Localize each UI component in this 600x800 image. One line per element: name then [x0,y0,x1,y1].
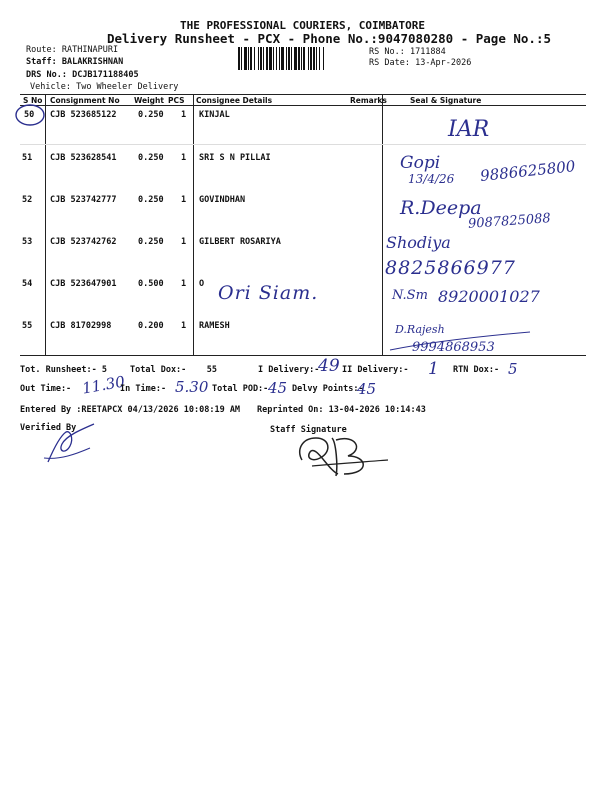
in-time-label: In Time:- [120,384,167,394]
row-consignee: RAMESH [199,321,230,331]
rs-no-value: 1711884 [409,47,446,57]
signature-row-50: IAR [448,117,490,142]
verified-by-label: Verified By [20,423,77,433]
row-sno: 54 [22,279,33,289]
drs-value: DCJB171188405 [72,70,139,80]
signature-row-53-phone: 8825866977 [385,257,516,279]
row-pcs: 1 [181,110,187,120]
reprinted-on: Reprinted On: 13-04-2026 10:14:43 [257,405,426,415]
tot-runsheet [20,365,107,375]
i-delivery-label: I Delivery:- [258,365,320,375]
staff-line [26,57,123,67]
staff-signature [292,430,392,480]
total-dox-label: Total Dox:- [130,365,187,375]
row-consignment: CJB 81702998 [50,321,112,331]
row-consignee: GOVINDHAN [199,195,246,205]
barcode-bar [279,47,280,70]
table-top-rule [20,94,586,95]
barcode-bar [260,47,262,70]
rtn-dox-label: RTN Dox:- [453,365,500,375]
barcode-bar [238,47,240,70]
barcode [238,47,366,70]
barcode-bar [291,47,292,70]
out-time-label: Out Time:- [20,384,72,394]
signature-row-51-phone: 9886625800 [479,157,577,185]
row-pcs: 1 [181,153,187,163]
rs-no-line [369,47,446,57]
vehicle-line [30,82,178,92]
row-weight: 0.250 [138,153,164,163]
col-remarks: Remarks [350,96,387,105]
verified-signature [40,418,100,468]
route-label: Route: [26,45,57,55]
staff-label: Staff: [26,57,57,67]
row-consignee: O [199,279,205,289]
rs-no-label: RS No.: [369,47,405,57]
delvy-points-handwritten: 45 [357,380,377,398]
col-rule-2 [193,94,194,355]
barcode-bar [319,47,320,70]
barcode-bar [303,47,305,70]
row-weight: 0.250 [138,237,164,247]
vehicle-value: Two Wheeler Delivery [76,82,179,92]
drs-label: DRS No.: [26,70,67,80]
vehicle-label: Vehicle: [30,82,71,92]
barcode-bar [254,47,255,70]
total-dox-value: 55 [206,365,218,375]
barcode-bar [310,47,312,70]
barcode-bar [308,47,309,70]
col-consignee: Consignee Details [196,96,273,105]
barcode-bar [298,47,300,70]
company-name: THE PROFESSIONAL COURIERS, COIMBATORE [180,19,426,32]
barcode-bar [258,47,259,70]
barcode-bar [288,47,290,70]
total-dox [130,365,217,375]
out-time-handwritten: 11.30 [80,372,127,398]
row-pcs: 1 [181,279,187,289]
row-rule [20,144,586,145]
barcode-bar [294,47,297,70]
rs-date-label: RS Date: [369,58,410,68]
signature-row-54-phone: 8920001027 [438,287,540,306]
signature-row-54-name: N.Sm [392,288,428,303]
i-delivery-handwritten: 49 [318,356,340,376]
rs-date-line [369,58,471,68]
col-pcs: PCS [168,96,185,105]
barcode-bar [241,47,242,70]
handwritten-circle [14,102,46,128]
col-weight: Weight [134,96,164,105]
ii-delivery-handwritten: 1 [428,359,439,379]
barcode-bar [316,47,317,70]
row-sno: 53 [22,237,33,247]
delvy-points-label: Delvy Points:- [292,384,364,394]
barcode-bar [244,47,247,70]
entered-by: Entered By :REETAPCX 04/13/2026 10:08:19 AM [20,405,241,415]
row-sno: 51 [22,153,33,163]
total-pod-handwritten: 45 [268,379,288,397]
signature-row-55-phone: 9994868953 [412,340,495,355]
signature-row-51-name: Gopi [400,153,441,173]
handwritten-consignee-54: Ori Siam. [218,282,319,304]
row-consignment: CJB 523647901 [50,279,117,289]
barcode-bar [250,47,252,70]
signature-row-55-name: D.Rajesh [395,323,445,336]
drs-line [26,70,139,80]
row-weight: 0.200 [138,321,164,331]
row-weight: 0.500 [138,279,164,289]
barcode-bar [248,47,249,70]
row-sno: 55 [22,321,33,331]
barcode-bar [313,47,315,70]
signature-row-52-name: R.Deepa [400,197,482,219]
row-weight: 0.250 [138,195,164,205]
row-consignee: GILBERT ROSARIYA [199,237,281,247]
staff-value: BALAKRISHNAN [61,57,124,67]
col-sno: S No [23,96,43,105]
rs-date-value: 13-Apr-2026 [415,58,472,68]
row-consignee: KINJAL [199,110,230,120]
barcode-bar [273,47,274,70]
row-consignee: SRI S N PILLAI [199,153,271,163]
row-sno: 50 [24,110,35,120]
table-header-rule [20,105,586,106]
runsheet-title: Delivery Runsheet - PCX - Phone No.:9047080280 - Page No.:5 [107,31,552,46]
barcode-bar [269,47,272,70]
barcode-bar [323,47,324,70]
route-line [26,45,118,55]
col-rule-1 [45,94,46,355]
row-pcs: 1 [181,237,187,247]
tot-runsheet-label: Tot. Runsheet:- [20,365,97,375]
row-pcs: 1 [181,195,187,205]
row-weight: 0.250 [138,110,164,120]
row-sno: 52 [22,195,33,205]
route-value: RATHINAPURI [61,45,119,55]
signature-row-51-date: 13/4/26 [408,172,455,186]
ii-delivery-label: II Delivery:- [342,365,409,375]
row-pcs: 1 [181,321,187,331]
row-consignment: CJB 523742777 [50,195,117,205]
col-seal-signature: Seal & Signature [410,96,482,105]
row-consignment: CJB 523685122 [50,110,117,120]
col-consignment: Consignment No [50,96,120,105]
row-consignment: CJB 523742762 [50,237,117,247]
barcode-bar [276,47,277,70]
barcode-bar [286,47,287,70]
signature-row-53-name: Shodiya [386,233,451,252]
tot-runsheet-value: 5 [101,365,108,375]
rtn-dox-handwritten: 5 [508,360,518,378]
handwritten-strokes [380,312,540,362]
row-consignment: CJB 523628541 [50,153,117,163]
staff-signature-label: Staff Signature [270,425,347,435]
barcode-bar [301,47,302,70]
barcode-bar [266,47,268,70]
signature-row-52-phone: 9087825088 [467,211,552,232]
in-time-handwritten: 5.30 [175,378,209,396]
barcode-bar [263,47,264,70]
barcode-bar [281,47,284,70]
total-pod-label: Total POD:- [212,384,269,394]
